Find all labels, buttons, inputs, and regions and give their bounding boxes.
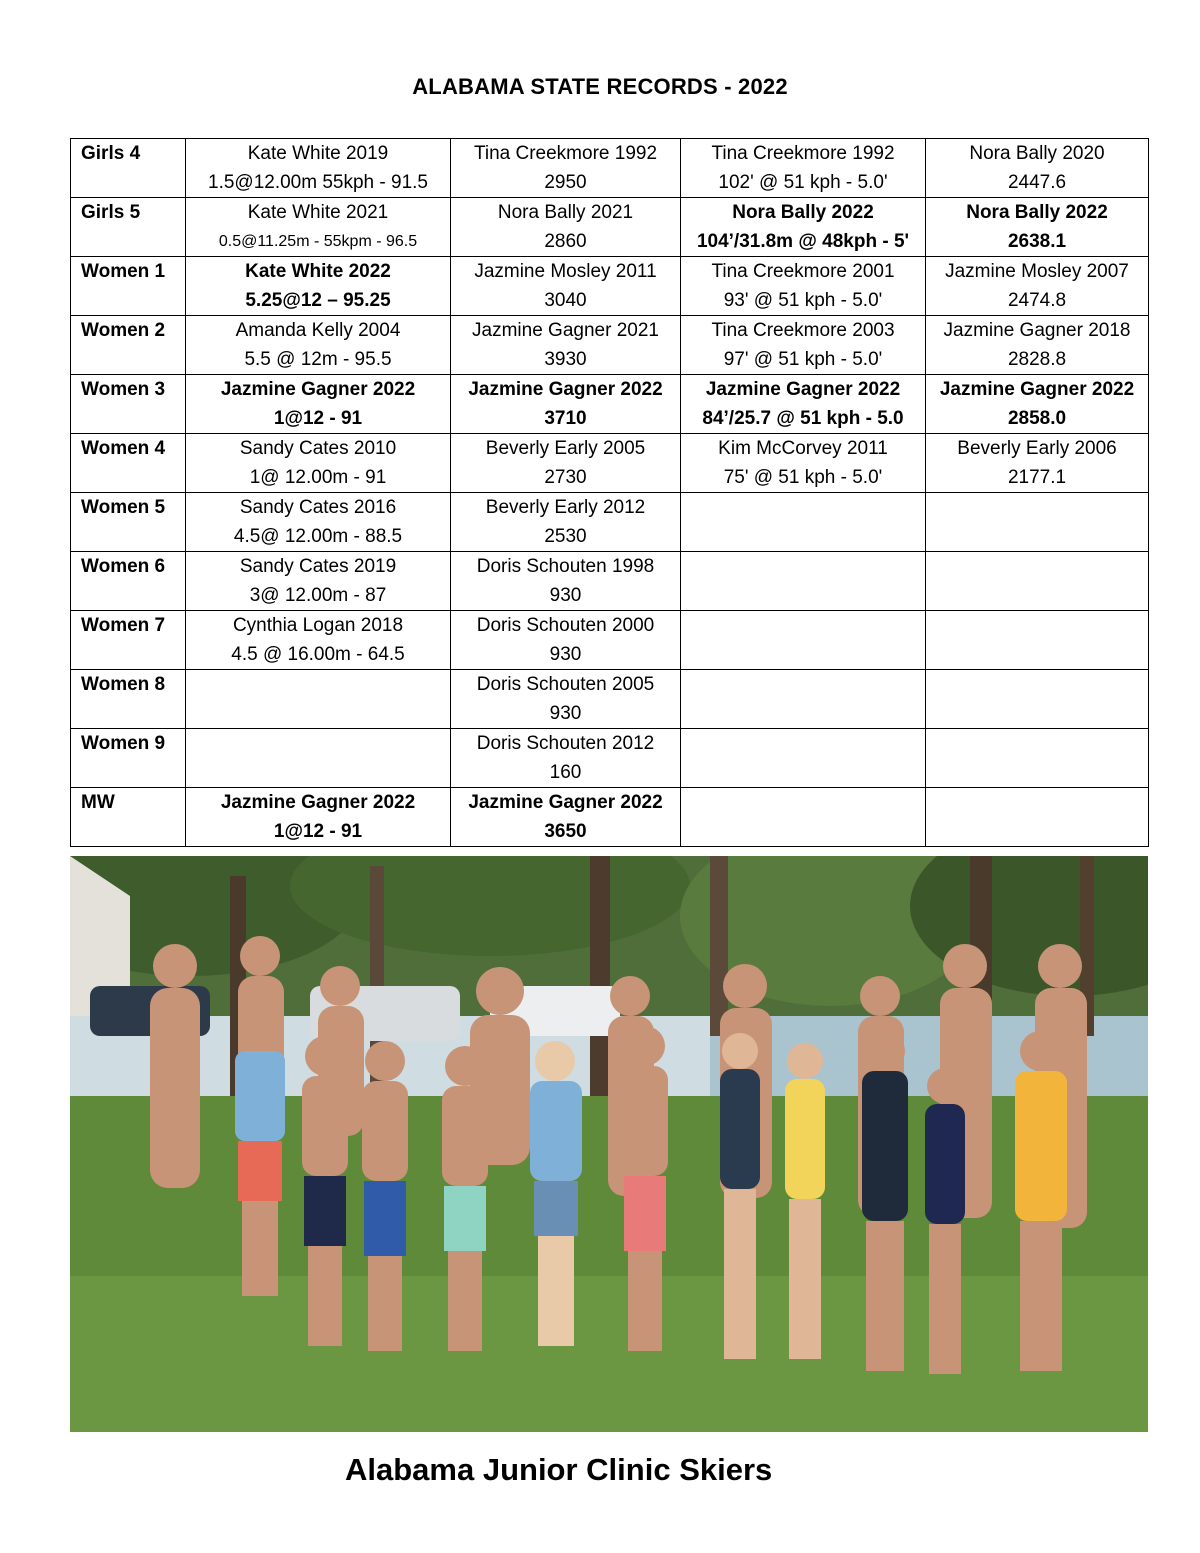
record-cell (926, 257, 1149, 316)
table-row (71, 316, 1149, 375)
record-holder: Doris Schouten 2005 (476, 674, 655, 695)
record-value: 4.5@ 12.00m - 88.5 (233, 526, 403, 547)
record-holder: Sandy Cates 2010 (239, 438, 397, 459)
photo-caption: Alabama Junior Clinic Skiers (345, 1452, 773, 1487)
records-table (70, 138, 1149, 847)
record-cell (451, 434, 681, 493)
record-cell (451, 729, 681, 788)
record-cell (186, 552, 451, 611)
record-cell (681, 316, 926, 375)
record-value: 2447.6 (1007, 172, 1067, 193)
table-row (71, 434, 1149, 493)
record-cell (186, 257, 451, 316)
record-value: 2730 (544, 467, 587, 488)
table-row (71, 552, 1149, 611)
record-cell (681, 611, 926, 670)
record-holder: Nora Bally 2022 (732, 202, 874, 223)
record-cell (451, 139, 681, 198)
record-value: 2950 (544, 172, 587, 193)
record-holder: Jazmine Gagner 2022 (468, 379, 663, 400)
group-photo (70, 856, 1148, 1432)
division-cell: Women 5 (71, 493, 186, 552)
record-cell (926, 611, 1149, 670)
record-value: 2474.8 (1007, 290, 1067, 311)
record-holder: Jazmine Gagner 2018 (943, 320, 1131, 341)
record-value: 104’/31.8m @ 48kph - 5' (696, 231, 910, 252)
record-value: 5.5 @ 12m - 95.5 (244, 349, 392, 370)
record-holder: Beverly Early 2005 (485, 438, 646, 459)
record-holder: Tina Creekmore 1992 (473, 143, 658, 164)
record-cell (451, 198, 681, 257)
record-cell (681, 257, 926, 316)
record-holder: Doris Schouten 1998 (476, 556, 655, 577)
record-value: 97' @ 51 kph - 5.0' (723, 349, 883, 370)
record-value: 4.5 @ 16.00m - 64.5 (231, 644, 405, 665)
record-holder: Jazmine Gagner 2022 (220, 792, 416, 813)
record-value: 75' @ 51 kph - 5.0' (723, 467, 883, 488)
record-cell (681, 375, 926, 434)
division-cell: MW (71, 788, 186, 847)
division-cell: Women 2 (71, 316, 186, 375)
division-cell: Women 1 (71, 257, 186, 316)
record-holder: Amanda Kelly 2004 (235, 320, 401, 341)
record-holder: Tina Creekmore 2003 (711, 320, 895, 341)
record-cell (926, 729, 1149, 788)
record-holder: Sandy Cates 2019 (239, 556, 397, 577)
table-row (71, 257, 1149, 316)
record-holder: Cynthia Logan 2018 (232, 615, 404, 636)
division-cell: Women 4 (71, 434, 186, 493)
record-cell (926, 434, 1149, 493)
table-row (71, 493, 1149, 552)
record-value: 160 (549, 762, 582, 783)
record-cell (186, 375, 451, 434)
record-cell (926, 788, 1149, 847)
record-cell (186, 316, 451, 375)
division-cell: Women 7 (71, 611, 186, 670)
record-cell (681, 788, 926, 847)
record-holder: Sandy Cates 2016 (239, 497, 397, 518)
division-cell: Women 8 (71, 670, 186, 729)
record-holder: Jazmine Gagner 2022 (220, 379, 416, 400)
record-holder: Doris Schouten 2000 (476, 615, 655, 636)
table-row (71, 611, 1149, 670)
record-value: 5.25@12 – 95.25 (245, 290, 391, 311)
record-cell (451, 552, 681, 611)
record-holder: Tina Creekmore 2001 (711, 261, 895, 282)
record-value: 2858.0 (1007, 408, 1067, 429)
record-holder: Kate White 2022 (245, 261, 391, 282)
record-holder: Nora Bally 2020 (969, 143, 1105, 164)
group-photo-illustration (70, 856, 1148, 1432)
division-cell: Women 9 (71, 729, 186, 788)
table-row (71, 375, 1149, 434)
table-row (71, 788, 1149, 847)
table-row (71, 729, 1149, 788)
record-cell (186, 493, 451, 552)
record-cell (926, 493, 1149, 552)
record-value: 3040 (544, 290, 587, 311)
record-value: 930 (549, 585, 582, 606)
record-cell (186, 139, 451, 198)
table-row (71, 139, 1149, 198)
record-cell (186, 670, 451, 729)
record-cell (926, 198, 1149, 257)
division-cell: Women 6 (71, 552, 186, 611)
record-cell (681, 729, 926, 788)
record-value: 2530 (544, 526, 587, 547)
table-row (71, 670, 1149, 729)
record-cell (926, 316, 1149, 375)
record-cell (681, 139, 926, 198)
record-value: 0.5@11.25m - 55kpm - 96.5 (218, 233, 418, 250)
record-value: 2828.8 (1007, 349, 1067, 370)
record-holder: Jazmine Gagner 2022 (705, 379, 901, 400)
record-holder: Kate White 2019 (247, 143, 389, 164)
record-holder: Kate White 2021 (247, 202, 389, 223)
record-cell (186, 434, 451, 493)
record-cell (681, 434, 926, 493)
page-title: ALABAMA STATE RECORDS - 2022 (412, 74, 788, 99)
record-value: 930 (549, 703, 582, 724)
record-holder: Beverly Early 2006 (957, 438, 1117, 459)
record-value: 930 (549, 644, 582, 665)
record-holder: Beverly Early 2012 (485, 497, 646, 518)
record-holder: Jazmine Mosley 2011 (474, 261, 657, 282)
record-value: 1@12 - 91 (273, 408, 363, 429)
record-value: 2638.1 (1007, 231, 1067, 252)
record-cell (186, 788, 451, 847)
record-value: 3650 (544, 821, 587, 842)
record-cell (451, 611, 681, 670)
record-cell (186, 198, 451, 257)
record-value: 2860 (544, 231, 587, 252)
record-cell (186, 611, 451, 670)
record-value: 3710 (544, 408, 587, 429)
record-cell (451, 257, 681, 316)
record-cell (186, 729, 451, 788)
record-holder: Doris Schouten 2012 (476, 733, 655, 754)
record-value: 1@ 12.00m - 91 (249, 467, 387, 488)
record-holder: Tina Creekmore 1992 (711, 143, 895, 164)
division-cell: Girls 4 (71, 139, 186, 198)
record-value: 102' @ 51 kph - 5.0' (718, 172, 888, 193)
record-cell (681, 198, 926, 257)
record-holder: Nora Bally 2022 (966, 202, 1108, 223)
table-row (71, 198, 1149, 257)
record-value: 93' @ 51 kph - 5.0' (723, 290, 883, 311)
record-value: 3@ 12.00m - 87 (249, 585, 387, 606)
record-cell (926, 375, 1149, 434)
record-cell (926, 139, 1149, 198)
record-cell (451, 788, 681, 847)
division-cell: Women 3 (71, 375, 186, 434)
record-cell (681, 670, 926, 729)
record-holder: Jazmine Gagner 2021 (472, 320, 659, 341)
record-value: 2177.1 (1007, 467, 1067, 488)
record-cell (451, 670, 681, 729)
record-cell (451, 316, 681, 375)
record-cell (926, 552, 1149, 611)
record-cell (926, 670, 1149, 729)
record-cell (681, 493, 926, 552)
record-holder: Nora Bally 2021 (497, 202, 634, 223)
record-cell (451, 375, 681, 434)
record-value: 1@12 - 91 (273, 821, 363, 842)
record-holder: Kim McCorvey 2011 (718, 438, 888, 459)
record-holder: Jazmine Mosley 2007 (945, 261, 1129, 282)
record-value: 3930 (544, 349, 587, 370)
record-holder: Jazmine Gagner 2022 (468, 792, 663, 813)
record-cell (451, 493, 681, 552)
record-holder: Jazmine Gagner 2022 (939, 379, 1135, 400)
record-value: 1.5@12.00m 55kph - 91.5 (208, 172, 428, 193)
record-cell (681, 552, 926, 611)
division-cell: Girls 5 (71, 198, 186, 257)
record-value: 84’/25.7 @ 51 kph - 5.0 (702, 408, 904, 429)
